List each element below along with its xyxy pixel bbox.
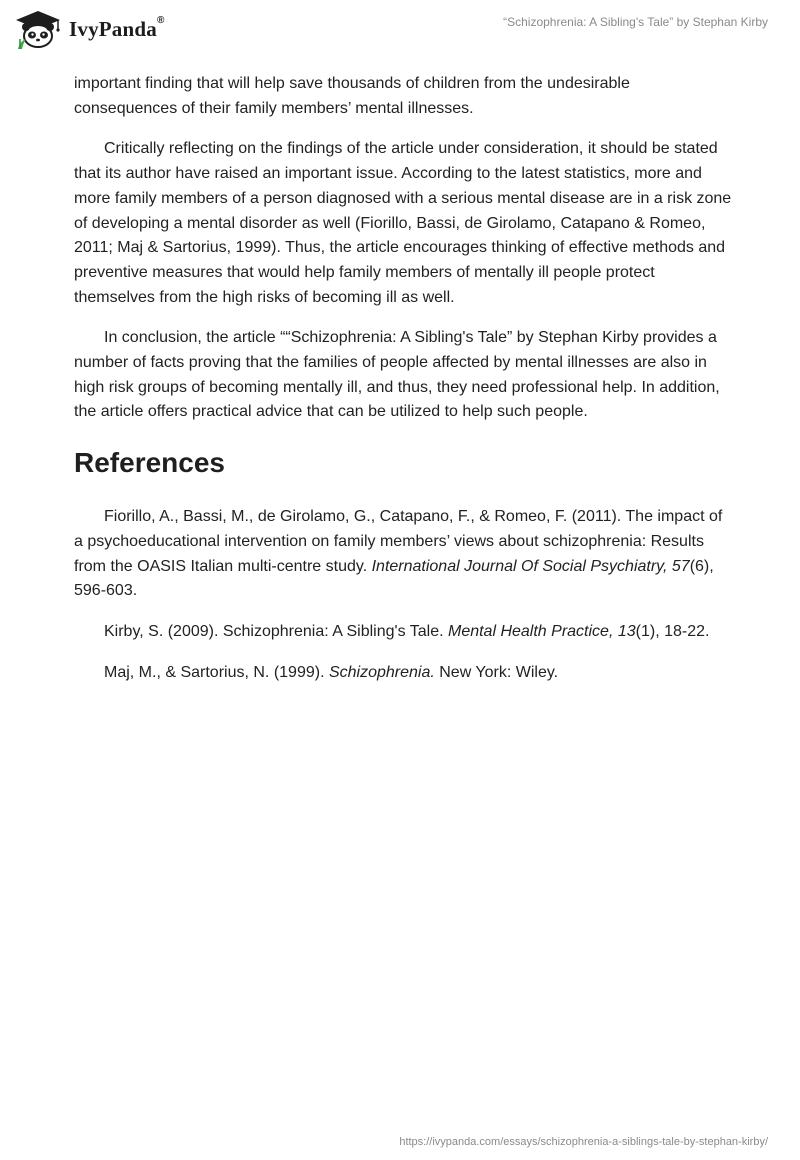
source-url-link[interactable]: https://ivypanda.com/essays/schizophrenia-a-siblings-tale-by-stephan-kirby/: [399, 1136, 768, 1148]
page-header: [0, 0, 800, 70]
logo-text: IvyPanda®: [69, 14, 165, 41]
document-title: “Schizophrenia: A Sibling's Tale” by Stephan Kirby: [503, 15, 768, 29]
reference-item: Fiorillo, A., Bassi, M., de Girolamo, G., Catapano, F., & Romeo, F. (2011). The impact of a psychoeducational intervention on family members’ views about schizophrenia: Results from the OASIS Italian multi-centre study. International Journal Of Social Psychiatry, 57(6), 596-603.: [74, 508, 723, 600]
reference-item: Maj, M., & Sartorius, N. (1999). Schizophrenia. New York: Wiley.: [104, 663, 559, 681]
panda-graduate-icon: [14, 9, 62, 49]
essay-content: [74, 72, 734, 701]
reference-item: Kirby, S. (2009). Schizophrenia: A Sibling's Tale. Mental Health Practice, 13(1), 18-22.: [104, 622, 710, 640]
paragraph-critical-reflection: Critically reflecting on the findings of the article under consideration, it should be stated that its author have raised an important issue. According to the latest statistics, more and more family members of a person diagnosed with a serious mental disease are in a risk zone of developing a mental disorder as well (Fiorillo, Bassi, de Girolamo, Catapano & Romeo, 2011; Maj & Sartorius, 1999). Thus, the article encourages thinking of effective methods and preventive measures that would help family members of mentally ill people protect themselves from the high risks of becoming ill as well.: [74, 140, 732, 306]
paragraph-continuation: important finding that will help save thousands of children from the undesirable consequences of their family members’ mental illnesses.: [74, 75, 630, 117]
references-heading: References: [74, 447, 225, 479]
paragraph-conclusion: In conclusion, the article ““Schizophrenia: A Sibling's Tale” by Stephan Kirby provides a number of facts proving that the families of people affected by mental illnesses are also in high risk groups of becoming mentally ill, and thus, they need professional help. In addition, the article offers practical advice that can be utilized to help such people.: [74, 329, 720, 421]
ivypanda-logo[interactable]: [14, 9, 165, 49]
